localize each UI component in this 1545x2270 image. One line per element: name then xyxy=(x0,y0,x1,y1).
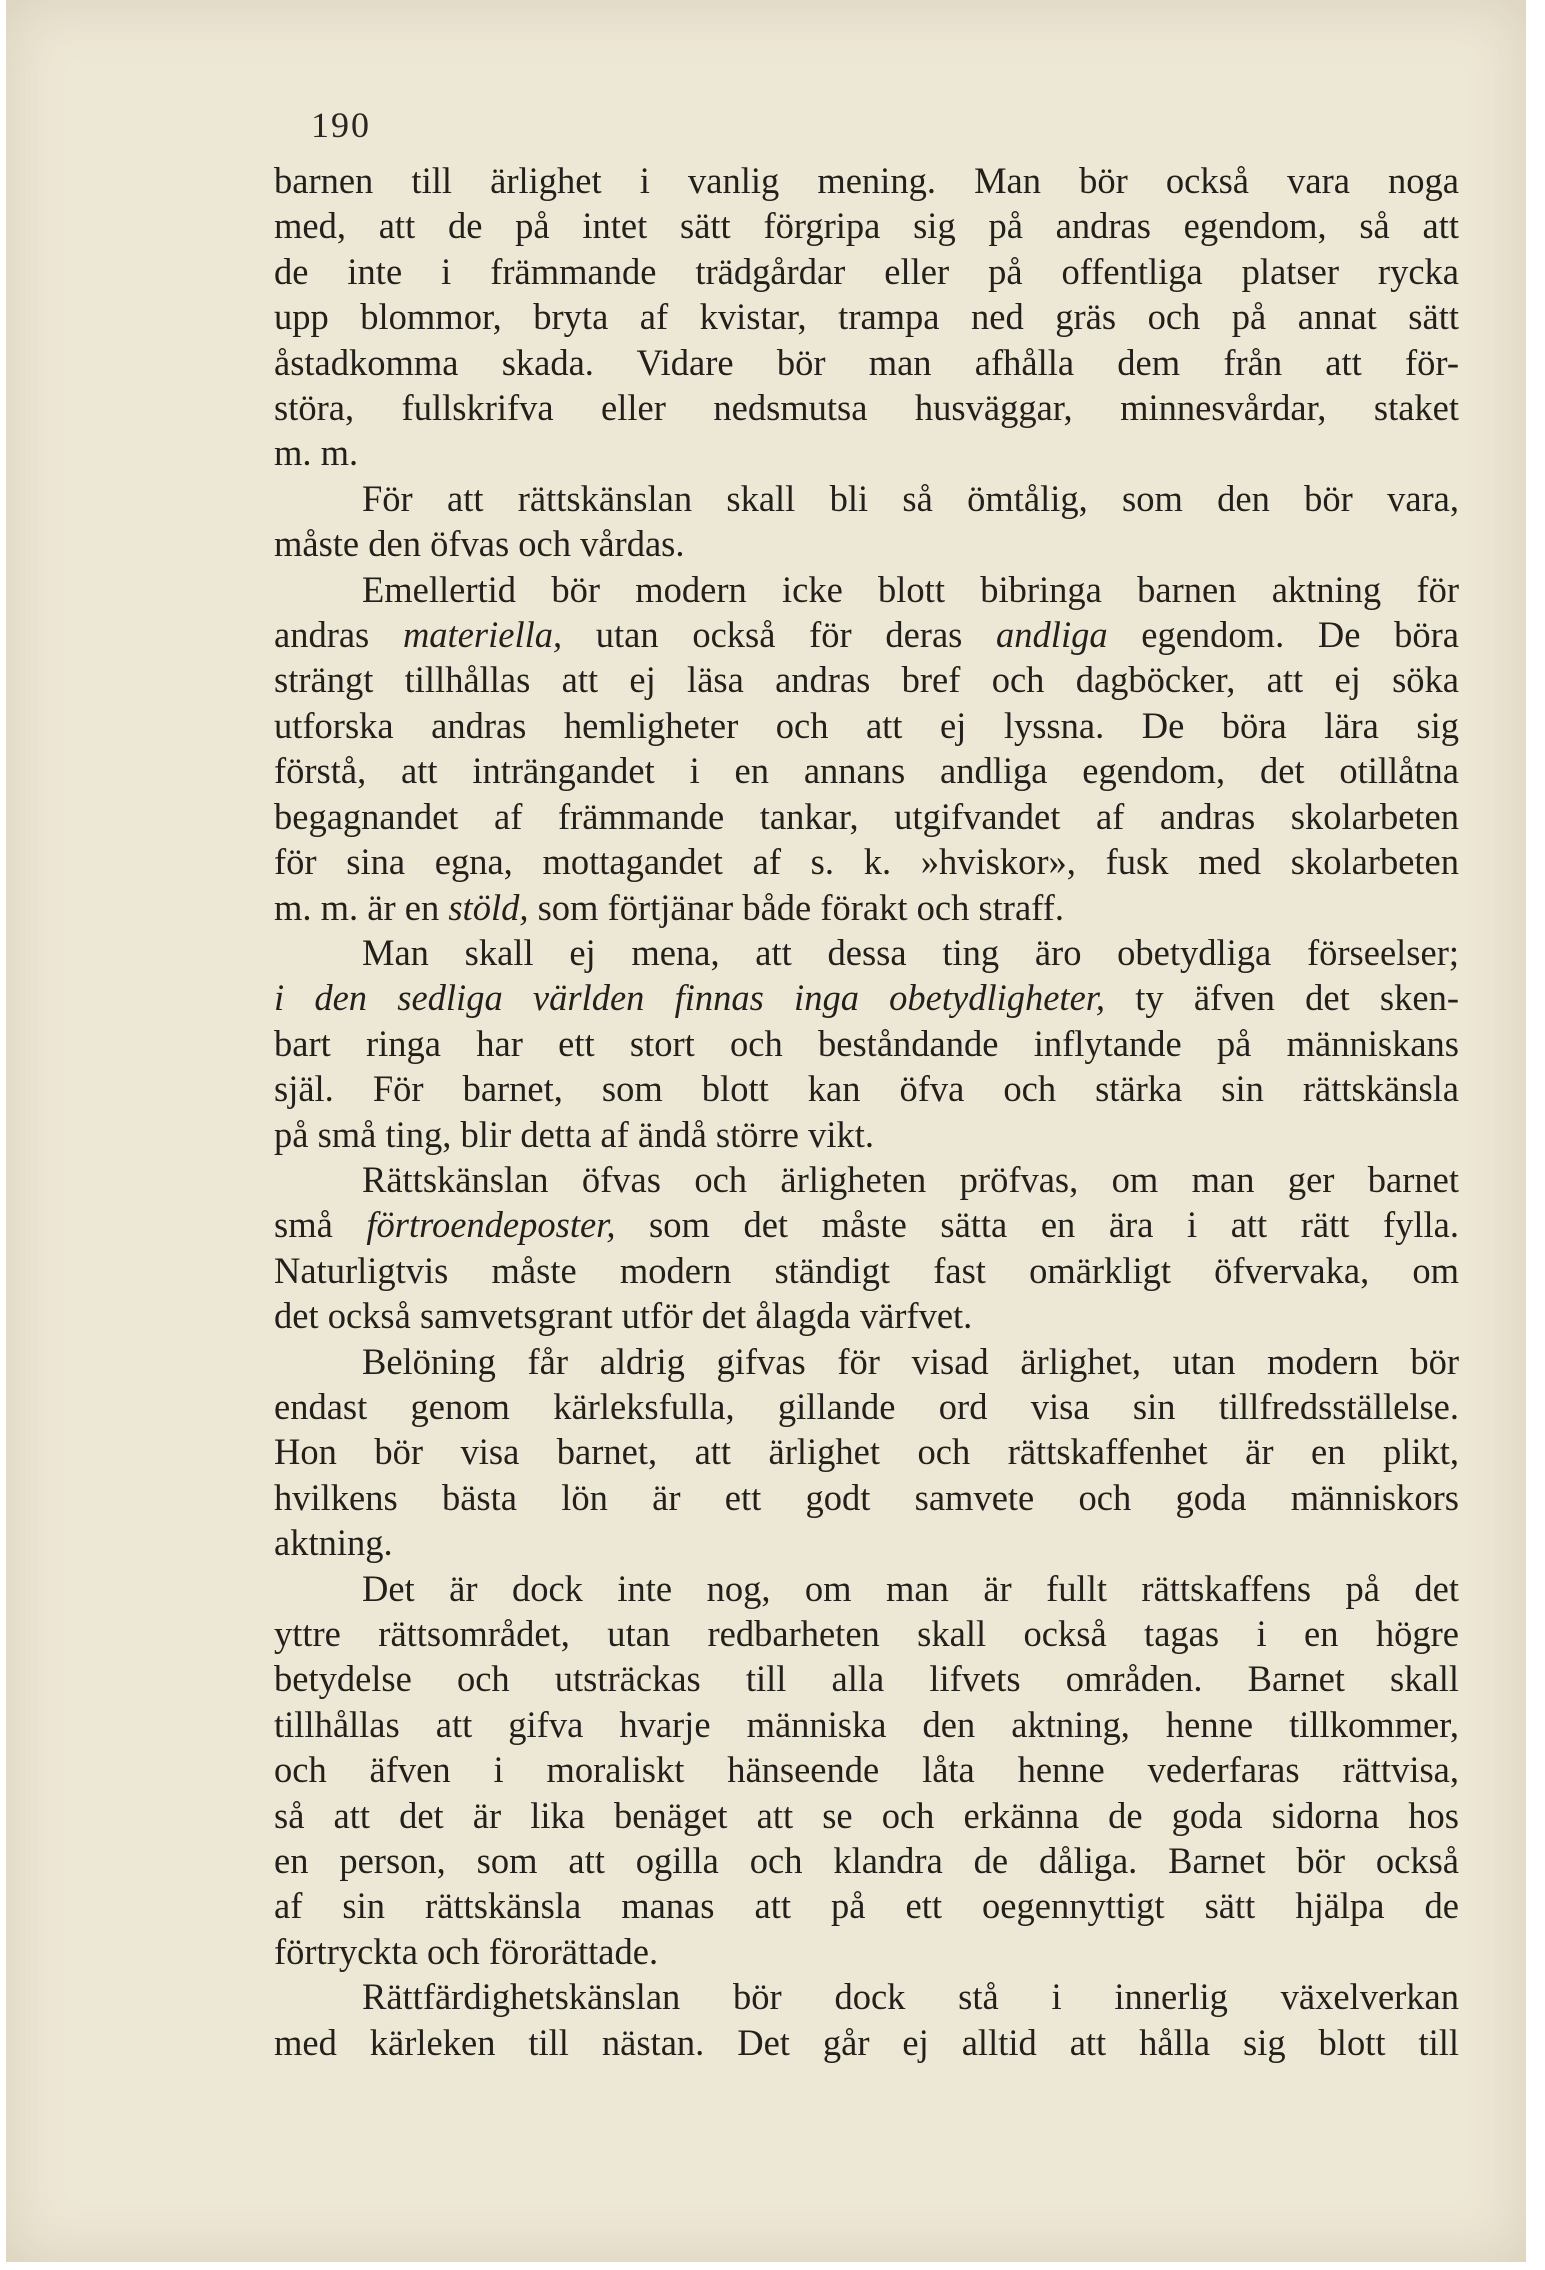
text-segment: måste den öfvas och vårdas. xyxy=(274,523,685,565)
text-segment: af sin rättskänsla manas att på ett oegennyttigt sätt hjälpa de xyxy=(274,1885,1459,1927)
text-line xyxy=(274,703,1459,748)
italic-segment: förtroendeposter, xyxy=(366,1204,616,1246)
text-line xyxy=(274,385,1459,430)
text-line xyxy=(274,1384,1459,1429)
text-segment: förtryckta och förorättade. xyxy=(274,1930,659,1972)
text-segment: endast genom kärleksfulla, gillande ord visa sin tillfredsställelse. xyxy=(274,1385,1459,1427)
text-segment: förstå, att inträngandet i en annans andliga egendom, det otillåtna xyxy=(274,750,1459,792)
text-segment: som förtjänar både förakt och straff. xyxy=(528,886,1064,928)
text-line xyxy=(274,1611,1459,1656)
text-line xyxy=(274,612,1459,657)
text-segment: hvilkens bästa lön är ett godt samvete och goda människors xyxy=(274,1476,1459,1518)
text-line xyxy=(274,1339,1459,1384)
text-segment: barnen till ärlighet i vanlig mening. Man bör också vara noga xyxy=(274,160,1459,201)
text-segment: störa, fullskrifva eller nedsmutsa husväggar, minnesvårdar, staket xyxy=(274,387,1459,429)
text-segment: det också samvetsgrant utför det ålagda värfvet. xyxy=(274,1295,973,1337)
text-segment: med, att de på intet sätt förgripa sig på andras egendom, så att xyxy=(274,205,1459,247)
text-segment: utforska andras hemligheter och att ej lyssna. De böra lära sig xyxy=(274,704,1459,746)
text-segment: själ. För barnet, som blott kan öfva och stärka sin rättskänsla xyxy=(274,1068,1459,1110)
text-segment: begagnandet af främmande tankar, utgifvandet af andras skolarbeten xyxy=(274,795,1459,837)
text-line xyxy=(274,1747,1459,1792)
text-line xyxy=(274,294,1459,339)
text-segment: egendom. De böra xyxy=(1107,614,1459,656)
text-segment: upp blommor, bryta af kvistar, trampa ned gräs och på annat sätt xyxy=(274,296,1459,338)
text-line xyxy=(274,476,1459,521)
text-line xyxy=(274,1566,1459,1611)
text-segment: med kärleken till nästan. Det går ej alltid att hålla sig blott till xyxy=(274,2021,1459,2063)
text-segment: utan också för deras xyxy=(562,614,997,656)
text-segment: m. m. xyxy=(274,432,359,474)
text-line xyxy=(274,521,1459,566)
text-line xyxy=(274,1157,1459,1202)
text-line xyxy=(274,1702,1459,1747)
text-line xyxy=(274,158,1459,203)
text-line xyxy=(274,885,1459,930)
text-line xyxy=(274,340,1459,385)
text-segment: en person, som att ogilla och klandra de dåliga. Barnet bör också xyxy=(274,1840,1459,1882)
text-segment: ty äfven det sken- xyxy=(1105,977,1459,1019)
text-line xyxy=(274,839,1459,884)
text-segment: Det är dock inte nog, om man är fullt rättskaffens på det xyxy=(362,1567,1459,1609)
text-segment: aktning. xyxy=(274,1522,393,1564)
text-line xyxy=(274,2020,1459,2065)
text-line xyxy=(274,794,1459,839)
text-segment: För att rättskänslan skall bli så ömtålig, som den bör vara, xyxy=(362,477,1459,519)
text-segment: m. m. är en xyxy=(274,886,449,928)
text-segment: Emellertid bör modern icke blott bibringa barnen aktning för xyxy=(362,568,1459,610)
text-line xyxy=(274,1248,1459,1293)
text-line xyxy=(274,1929,1459,1974)
text-line xyxy=(274,1293,1459,1338)
text-segment: andras xyxy=(274,614,403,656)
text-segment: Hon bör visa barnet, att ärlighet och rättskaffenhet är en plikt, xyxy=(274,1431,1459,1473)
text-segment: så att det är lika benäget att se och erkänna de goda sidorna hos xyxy=(274,1794,1459,1836)
text-segment: åstadkomma skada. Vidare bör man afhålla dem från att för- xyxy=(274,341,1459,383)
text-segment: Belöning får aldrig gifvas för visad ärlighet, utan modern bör xyxy=(362,1340,1459,1382)
text-segment: betydelse och utsträckas till alla lifvets områden. Barnet skall xyxy=(274,1658,1459,1700)
text-line xyxy=(274,203,1459,248)
text-line xyxy=(274,249,1459,294)
text-line xyxy=(274,1429,1459,1474)
italic-segment: i den sedliga världen finnas inga obetydligheter, xyxy=(274,977,1106,1019)
text-line xyxy=(274,1475,1459,1520)
text-line xyxy=(274,1520,1459,1565)
body-text xyxy=(274,158,1459,2065)
text-line xyxy=(274,1793,1459,1838)
text-segment: de inte i främmande trädgårdar eller på offentliga platser rycka xyxy=(274,250,1459,292)
text-line xyxy=(274,1066,1459,1111)
text-line xyxy=(274,748,1459,793)
text-segment: Rättskänslan öfvas och ärligheten pröfvas, om man ger barnet xyxy=(362,1158,1459,1200)
text-segment: yttre rättsområdet, utan redbarheten skall också tagas i en högre xyxy=(274,1613,1459,1654)
text-line xyxy=(274,1021,1459,1066)
italic-segment: materiella, xyxy=(402,614,563,656)
text-segment: tillhållas att gifva hvarje människa den aktning, henne tillkommer, xyxy=(274,1703,1459,1745)
text-segment: och äfven i moraliskt hänseende låta henne vederfaras rättvisa, xyxy=(274,1749,1459,1791)
text-line xyxy=(274,1838,1459,1883)
text-segment: Rättfärdighetskänslan bör dock stå i innerlig växelverkan xyxy=(362,1976,1459,2018)
book-page xyxy=(6,0,1526,2262)
text-line xyxy=(274,1112,1459,1157)
page-number: 190 xyxy=(311,105,371,145)
text-line xyxy=(274,975,1459,1020)
text-line xyxy=(274,657,1459,702)
text-segment: på små ting, blir detta af ändå större vikt. xyxy=(274,1113,875,1155)
text-segment: Man skall ej mena, att dessa ting äro obetydliga förseelser; xyxy=(362,931,1459,973)
text-segment: Naturligtvis måste modern ständigt fast omärkligt öfvervaka, om xyxy=(274,1249,1459,1291)
text-line xyxy=(274,1202,1459,1247)
text-segment: strängt tillhållas att ej läsa andras bref och dagböcker, att ej söka xyxy=(274,659,1459,701)
text-segment: som det måste sätta en ära i att rätt fylla. xyxy=(615,1204,1460,1246)
text-line xyxy=(274,430,1459,475)
text-segment: bart ringa har ett stort och beståndande inflytande på människans xyxy=(274,1022,1459,1064)
text-line xyxy=(274,1883,1459,1928)
italic-segment: stöld, xyxy=(448,886,529,928)
text-segment: för sina egna, mottagandet af s. k. »hviskor», fusk med skolarbeten xyxy=(274,841,1459,883)
text-line xyxy=(274,567,1459,612)
text-segment: små xyxy=(274,1204,367,1246)
text-line xyxy=(274,1974,1459,2019)
italic-segment: andliga xyxy=(996,614,1108,656)
text-line xyxy=(274,1656,1459,1701)
text-line xyxy=(274,930,1459,975)
